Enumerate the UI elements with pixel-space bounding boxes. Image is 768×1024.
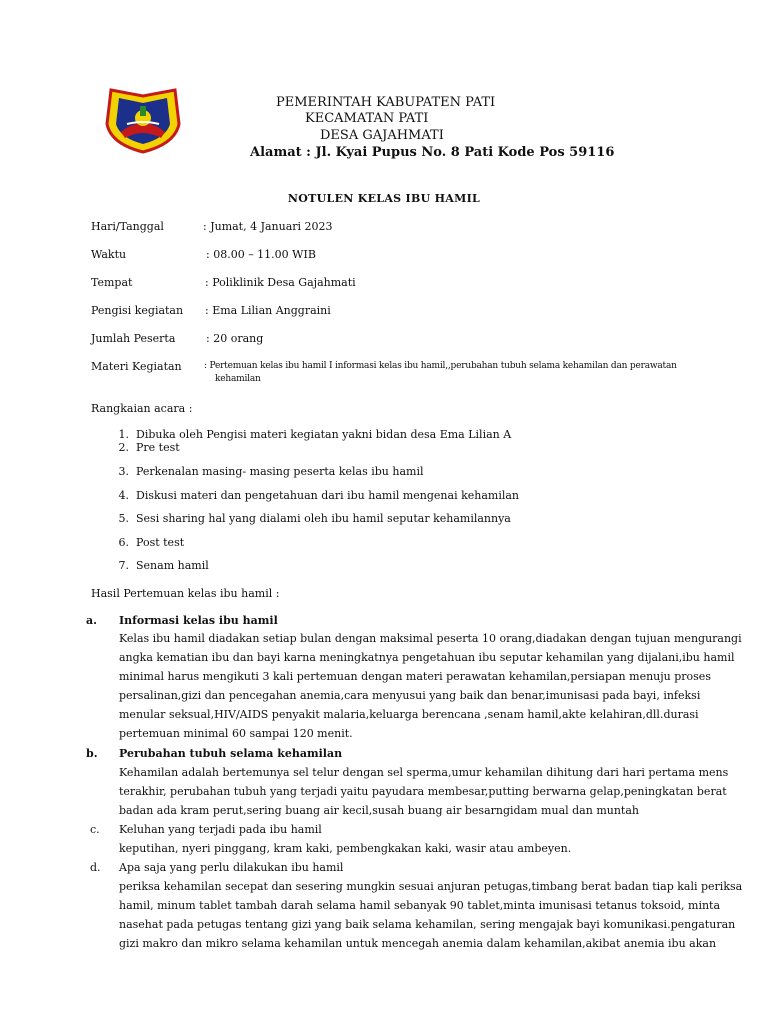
header-government: PEMERINTAH KABUPATEN PATI <box>276 95 496 110</box>
info-label-participants: Jumlah Peserta <box>91 332 176 345</box>
results-heading: Hasil Pertemuan kelas ibu hamil : <box>91 587 280 600</box>
section-marker: c. <box>90 823 100 836</box>
paragraph-line: nasehat pada petugas tentang gizi yang baik selama kehamilan, sering mengajak bayi komunikasi.pengaturan <box>119 918 736 931</box>
info-value-material-cont: kehamilan <box>215 374 261 384</box>
agenda-heading: Rangkaian acara : <box>91 402 193 415</box>
info-value-date: : Jumat, 4 Januari 2023 <box>203 220 333 233</box>
section-paragraph <box>119 629 742 743</box>
header-district: KECAMATAN PATI <box>305 111 429 126</box>
paragraph-line: keputihan, nyeri pinggang, kram kaki, pembengkakan kaki, wasir atau ambeyen. <box>119 842 572 855</box>
section-title: Informasi kelas ibu hamil <box>119 614 278 627</box>
paragraph-line: badan ada kram perut,sering buang air kecil,susah buang air besarngidam mual dan muntah <box>119 804 639 817</box>
paragraph-line: periksa kehamilan secepat dan sesering mungkin sesuai anjuran petugas,timbang berat badan tiap kali periksa <box>119 880 743 893</box>
paragraph-line: gizi makro dan mikro selama kehamilan untuk mencegah anemia dalam kehamilan,akibat anemia ibu akan <box>119 937 717 950</box>
agenda-item: Sesi sharing hal yang dialami oleh ibu hamil seputar kehamilannya <box>136 512 511 525</box>
info-value-time: : 08.00 – 11.00 WIB <box>206 248 316 261</box>
paragraph-line: persalinan,gizi dan pencegahan anemia,cara menyusui yang baik dan benar,imunisasi pada bayi, infeksi <box>119 689 701 702</box>
agenda-item: Diskusi materi dan pengetahuan dari ibu hamil mengenai kehamilan <box>136 489 520 502</box>
section-marker: b. <box>86 747 98 760</box>
header-village: DESA GAJAHMATI <box>320 128 444 143</box>
info-value-participants: : 20 orang <box>206 332 264 345</box>
info-label-speaker: Pengisi kegiatan <box>91 304 184 317</box>
agenda-number: 6. <box>118 536 129 549</box>
section-paragraph <box>119 763 729 820</box>
section-paragraph <box>119 877 743 953</box>
info-label-place: Tempat <box>91 276 133 289</box>
section-marker: a. <box>86 614 97 627</box>
paragraph-line: Kelas ibu hamil diadakan setiap bulan dengan maksimal peserta 10 orang,diadakan dengan tujuan mengurangi <box>119 632 742 645</box>
paragraph-line: pertemuan minimal 60 sampai 120 menit. <box>119 727 353 740</box>
section-paragraph <box>119 839 679 858</box>
info-value-speaker: : Ema Lilian Anggraini <box>205 304 331 317</box>
section-title: Apa saja yang perlu dilakukan ibu hamil <box>119 861 344 874</box>
paragraph-line: angka kematian ibu dan bayi karna meningkatnya pengetahuan ibu seputar kehamilan yang dijalani,ibu hamil <box>119 651 735 664</box>
agenda-number: 3. <box>118 465 129 478</box>
info-value-material: : Pertemuan kelas ibu hamil I informasi kelas ibu hamil,,perubahan tubuh selama kehamilan dan perawatan <box>204 361 677 371</box>
header-address: Alamat : Jl. Kyai Pupus No. 8 Pati Kode Pos 59116 <box>250 145 615 160</box>
agenda-number: 4. <box>118 489 129 502</box>
info-label-time: Waktu <box>91 248 127 261</box>
paragraph-line: Kehamilan adalah bertemunya sel telur dengan sel sperma,umur kehamilan dihitung dari hari pertama mens <box>119 766 729 779</box>
document-title: NOTULEN KELAS IBU HAMIL <box>287 192 481 205</box>
agenda-item: Dibuka oleh Pengisi materi kegiatan yakni bidan desa Ema Lilian A <box>136 428 512 441</box>
kabupaten-pati-emblem <box>103 84 183 154</box>
agenda-item: Perkenalan masing- masing peserta kelas ibu hamil <box>136 465 424 478</box>
agenda-number: 1. <box>118 428 129 441</box>
info-label-date: Hari/Tanggal <box>91 220 164 233</box>
paragraph-line: menular seksual,HIV/AIDS penyakit malaria,keluarga berencana ,senam hamil,akte kelahiran,dll.durasi <box>119 708 699 721</box>
paragraph-line: minimal harus mengikuti 3 kali pertemuan dengan materi perawatan kehamilan,persiapan menuju proses <box>119 670 711 683</box>
section-marker: d. <box>90 861 101 874</box>
agenda-number: 5. <box>118 512 129 525</box>
agenda-item: Pre test <box>136 441 180 454</box>
section-title: Perubahan tubuh selama kehamilan <box>119 747 343 760</box>
agenda-item: Senam hamil <box>136 559 209 572</box>
paragraph-line: hamil, minum tablet tambah darah selama hamil sebanyak 90 tablet,minta imunisasi tetanus toksoid, minta <box>119 899 721 912</box>
section-title: Keluhan yang terjadi pada ibu hamil <box>119 823 322 836</box>
agenda-number: 7. <box>118 559 129 572</box>
info-value-place: : Poliklinik Desa Gajahmati <box>205 276 356 289</box>
info-label-material: Materi Kegiatan <box>91 360 182 373</box>
paragraph-line: terakhir, perubahan tubuh yang terjadi yaitu payudara membesar,putting berwarna gelap,peningkatan berat <box>119 785 727 798</box>
agenda-number: 2. <box>118 441 129 454</box>
agenda-item: Post test <box>136 536 185 549</box>
